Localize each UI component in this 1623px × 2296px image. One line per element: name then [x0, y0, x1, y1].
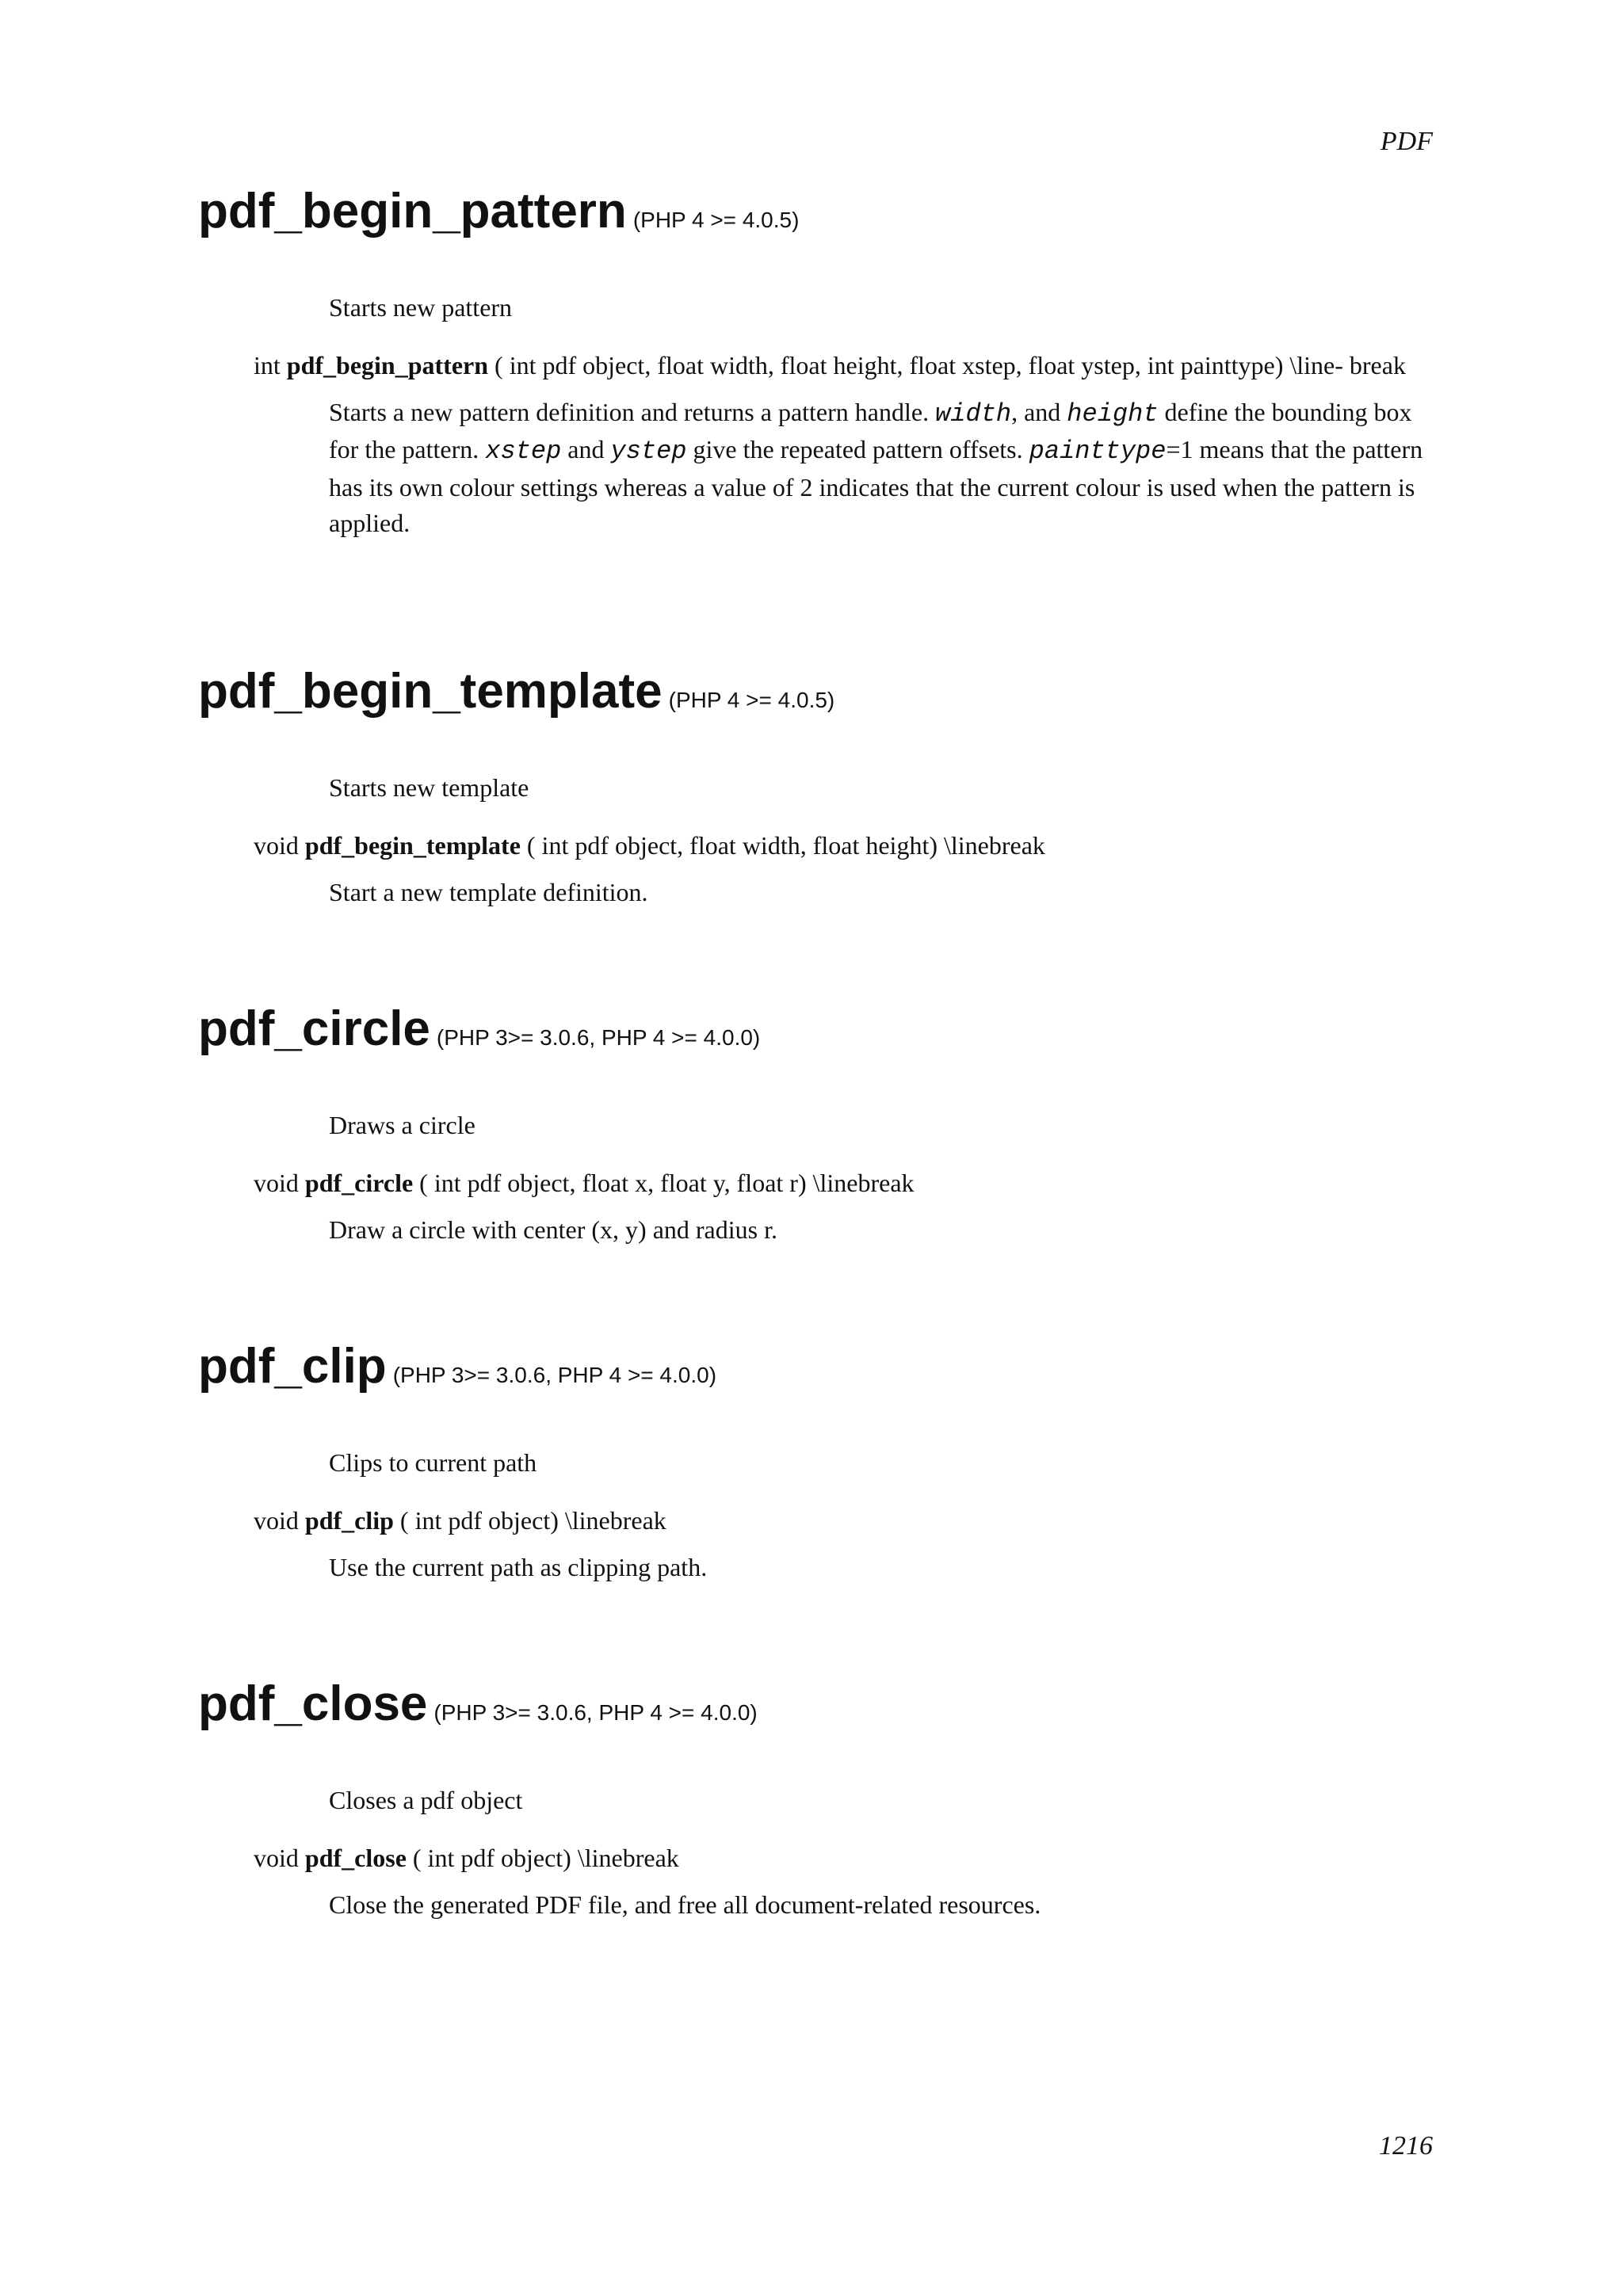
entry-title — [198, 1339, 1434, 1394]
parameter-name: xstep — [485, 437, 562, 467]
return-type: int — [254, 350, 281, 379]
entry-pdf-clip — [198, 1339, 1434, 1585]
parameter-name: painttype — [1029, 437, 1167, 467]
parameter-name: width — [935, 399, 1012, 429]
version-note: (PHP 3>= 3.0.6, PHP 4 >= 4.0.0) — [436, 1025, 761, 1050]
argument-list-wrap: break — [1349, 350, 1406, 379]
argument-list: ( int pdf object) \linebreak — [399, 1505, 666, 1535]
entry-title — [198, 1676, 1434, 1731]
function-synopsis — [198, 1503, 1434, 1539]
description-part: define the bounding box for the pattern. — [329, 397, 1412, 464]
purpose-text: Draws a circle — [329, 1111, 475, 1139]
synopsis-function-name: pdf_begin_pattern — [286, 350, 489, 379]
argument-list: ( int pdf object, float width, float height, float xstep, float ystep, int painttype) \line- — [495, 350, 1343, 379]
running-header: PDF — [1380, 127, 1433, 156]
purpose-text: Starts new template — [329, 773, 529, 802]
entry-pdf-close — [198, 1676, 1434, 1922]
entry-title — [198, 1001, 1434, 1056]
description-text: Start a new template definition. — [329, 877, 648, 906]
purpose-text: Closes a pdf object — [329, 1786, 523, 1814]
parameter-name: ystep — [610, 437, 687, 467]
entry-pdf-circle — [198, 1001, 1434, 1247]
synopsis-function-name: pdf_clip — [304, 1505, 394, 1535]
argument-list: ( int pdf object, float width, float height) \linebreak — [526, 830, 1045, 860]
entry-pdf-begin-template — [198, 664, 1434, 910]
description-part: =1 means that the pattern has its own colour settings whereas a value of 2 indicates that the current colour is used when the pattern is applied. — [329, 435, 1423, 537]
description-part: Starts a new pattern definition and returns a pattern handle. — [329, 397, 930, 426]
entry-title — [198, 664, 1434, 719]
function-synopsis — [198, 1840, 1434, 1876]
purpose-text: Clips to current path — [329, 1448, 537, 1477]
purpose-text: Starts new pattern — [329, 293, 513, 322]
return-type: void — [254, 1843, 299, 1872]
entry-pdf-begin-pattern — [198, 184, 1434, 541]
synopsis-function-name: pdf_circle — [304, 1168, 414, 1197]
function-name: pdf_begin_template — [198, 664, 663, 719]
function-name: pdf_clip — [198, 1339, 387, 1394]
function-synopsis — [198, 1165, 1434, 1201]
argument-list: ( int pdf object) \linebreak — [412, 1843, 679, 1872]
description-text: Close the generated PDF file, and free all document-related resources. — [329, 1890, 1041, 1919]
description-text — [329, 395, 1434, 541]
version-note: (PHP 4 >= 4.0.5) — [668, 688, 835, 712]
description-part: give the repeated pattern offsets. — [693, 435, 1023, 464]
return-type: void — [254, 830, 299, 860]
function-name: pdf_begin_pattern — [198, 184, 627, 238]
function-name: pdf_circle — [198, 1001, 430, 1056]
return-type: void — [254, 1505, 299, 1535]
return-type: void — [254, 1168, 299, 1197]
synopsis-function-name: pdf_begin_template — [304, 830, 521, 860]
description-text: Draw a circle with center (x, y) and radius r. — [329, 1215, 777, 1244]
version-note: (PHP 3>= 3.0.6, PHP 4 >= 4.0.0) — [433, 1700, 758, 1725]
version-note: (PHP 3>= 3.0.6, PHP 4 >= 4.0.0) — [392, 1363, 717, 1387]
page-number: 1216 — [1379, 2131, 1433, 2161]
function-synopsis — [198, 348, 1434, 383]
parameter-name: height — [1067, 399, 1159, 429]
entry-title — [198, 184, 1434, 238]
description-part: , and — [1011, 397, 1061, 426]
version-note: (PHP 4 >= 4.0.5) — [632, 208, 800, 232]
description-text: Use the current path as clipping path. — [329, 1552, 708, 1581]
function-name: pdf_close — [198, 1676, 428, 1731]
description-part: and — [567, 435, 605, 464]
argument-list: ( int pdf object, float x, float y, float r) \linebreak — [419, 1168, 915, 1197]
synopsis-function-name: pdf_close — [304, 1843, 407, 1872]
function-synopsis — [198, 828, 1434, 864]
